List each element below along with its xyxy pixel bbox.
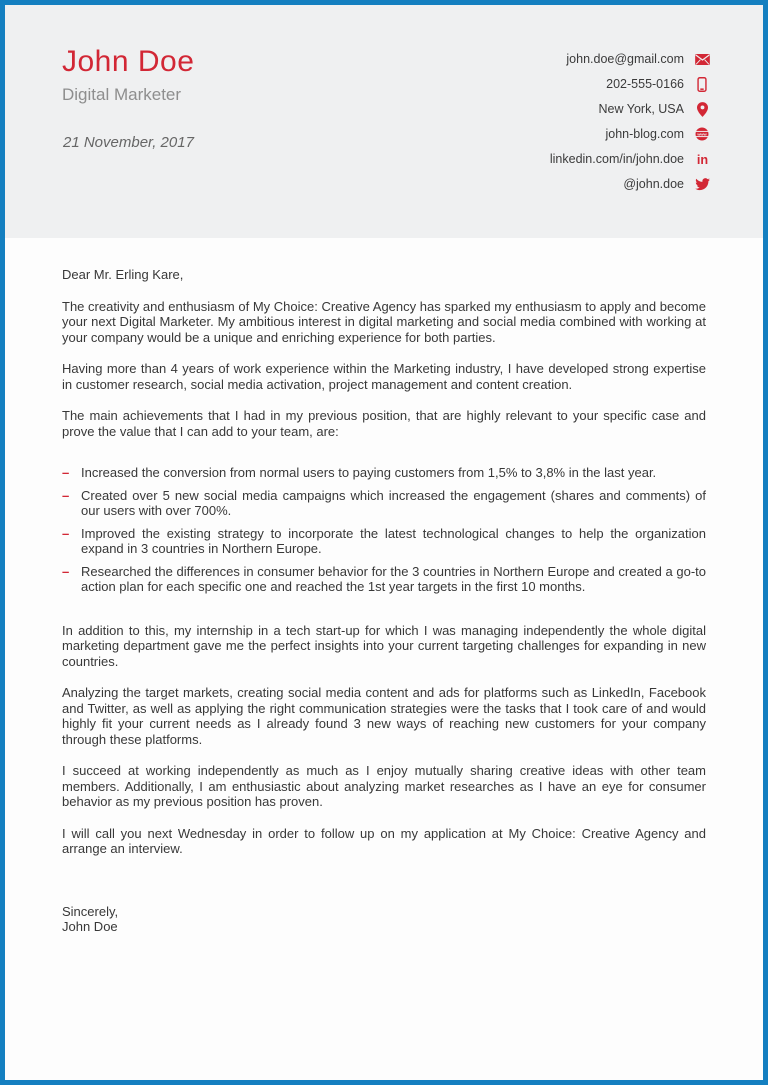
contact-row-website [550,126,710,142]
letter-date: 21 November, 2017 [63,134,194,151]
list-item [62,488,706,519]
phone-value: 202-555-0166 [606,77,684,91]
signature-name: John Doe [62,919,118,934]
linkedin-icon [694,152,710,167]
website-icon-text: www [697,131,707,137]
paragraph-follow-up: I will call you next Wednesday in order to follow up on my application at My Choice: Creative Agency and arrange an interview. [62,825,706,856]
dash-bullet-icon: – [62,563,70,579]
letter-body [5,238,763,935]
achievement-text: Researched the differences in consumer behavior for the 3 countries in Northern Europe and created a go-to action plan for each specific one and reached the 1st year targets in the first 10 months. [81,563,706,594]
dash-bullet-icon: – [62,465,70,480]
paragraph-achievements-lead: The main achievements that I had in my previous position, that are highly relevant to your specific case and prove the value that I can add to your team, are: [62,408,706,439]
phone-icon [694,77,710,92]
job-title: Digital Marketer [62,85,182,104]
page-title: John Doe [62,45,195,78]
linkedin-value: linkedin.com/in/john.doe [549,152,684,166]
contact-row-linkedin [550,151,710,167]
contact-row-phone [550,76,710,92]
location-value: New York, USA [598,102,684,116]
greeting: Dear Mr. Erling Kare, [62,267,184,282]
achievement-text: Improved the existing strategy to incorporate the latest technological changes to help the organization expand in 3 countries in Northern Europe. [81,525,706,556]
paragraph-teamwork: I succeed at working independently as much as I enjoy mutually sharing creative ideas with other team members. Additionally, I am enthusiastic about analyzing market researches as I have an eye for consumer behavior as my previous position has proven. [62,763,706,809]
paragraph-skills: Analyzing the target markets, creating social media content and ads for platforms such as LinkedIn, Facebook and Twitter, as well as applying the right communication strategies were the tasks that I took care of and would highly fit your current needs as I already found 3 new ways of reaching new customers for your company through these platforms. [62,685,706,747]
achievement-text: Increased the conversion from normal users to paying customers from 1,5% to 3,8% in the last year. [81,465,657,480]
location-pin-icon [694,102,710,117]
dash-bullet-icon: – [62,487,70,503]
email-icon [694,54,710,65]
website-icon [694,127,710,141]
achievements-list [62,465,706,595]
list-item [62,526,706,557]
twitter-bird-icon [694,178,710,191]
list-item [62,465,706,481]
contact-row-twitter [550,176,710,192]
dash-bullet-icon: – [62,525,70,541]
signature-block [62,904,706,935]
linkedin-icon-text: in [696,152,708,167]
letter-header [5,5,763,238]
contact-row-location [550,101,710,117]
achievement-text: Created over 5 new social media campaigns which increased the engagement (shares and comments) of our users with over 700%. [81,487,706,518]
list-item [62,564,706,595]
twitter-value: @john.doe [623,177,684,191]
website-value: john-blog.com [605,127,684,141]
paragraph-intro: The creativity and enthusiasm of My Choice: Creative Agency has sparked my enthusiasm to apply and become your next Digital Marketer. My ambitious interest in digital marketing and social media combined with working at your company would be a unique and enriching experience for both parties. [62,298,706,345]
closing-line: Sincerely, [62,903,119,919]
contact-row-email [550,51,710,67]
paragraph-experience: Having more than 4 years of work experience within the Marketing industry, I have developed strong expertise in customer research, social media activation, project management and content creation. [62,361,706,392]
paragraph-internship: In addition to this, my internship in a tech start-up for which I was managing independently the whole digital marketing department gave me the perfect insights into your current targeting challenges for expanding in new countries. [62,622,706,669]
contact-info-list [550,51,710,192]
email-value: john.doe@gmail.com [566,52,684,66]
